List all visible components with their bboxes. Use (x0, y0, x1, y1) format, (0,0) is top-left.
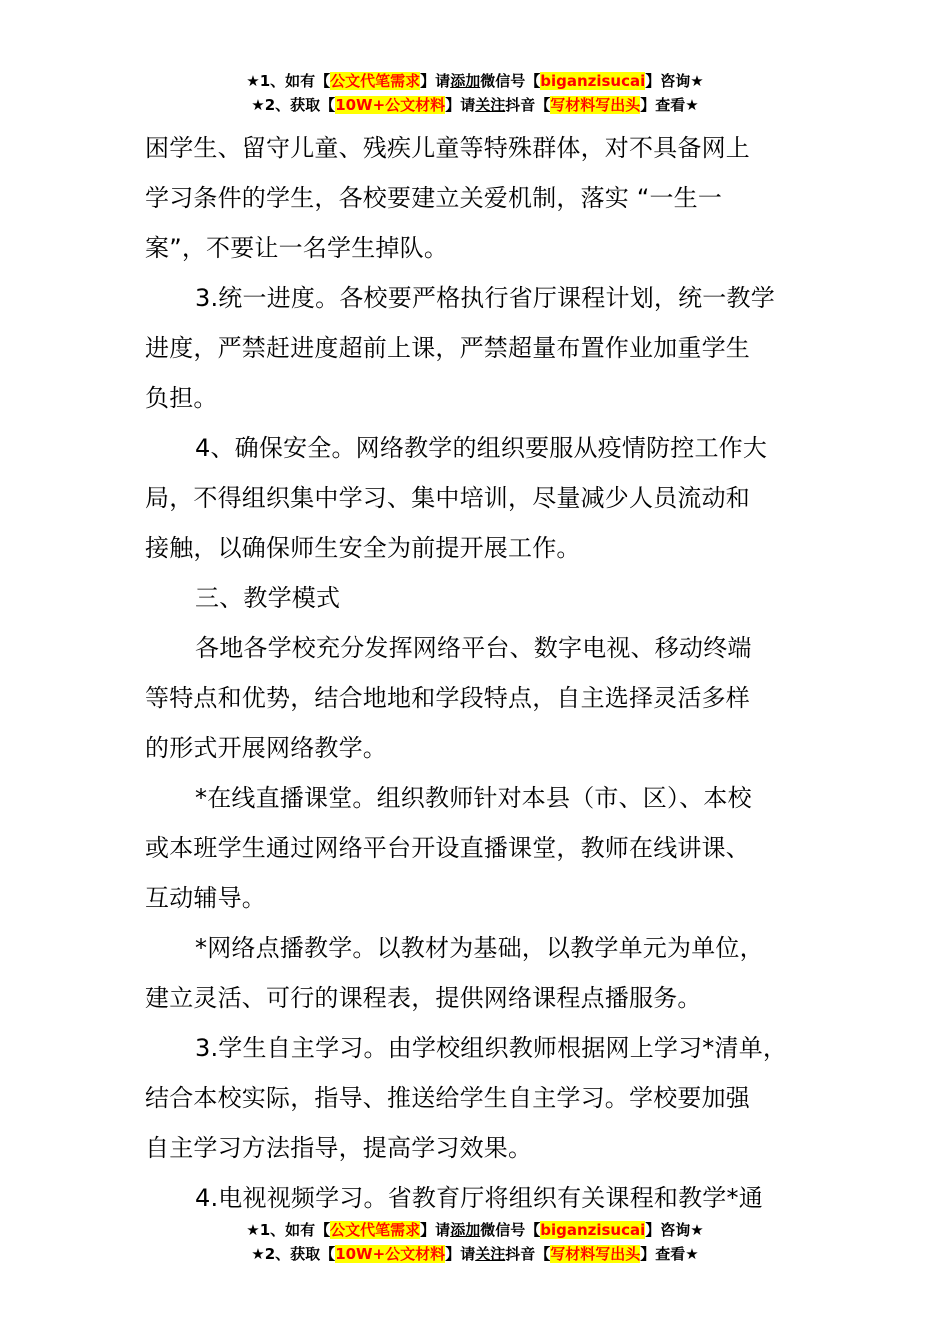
text-line: 各地各学校充分发挥网络平台、数字电视、移动终端 (195, 634, 752, 662)
banner-underlined-text: 添加 (450, 1221, 481, 1239)
banner-text: 抖音【 (505, 96, 551, 114)
banner-underlined-text: 关注 (475, 1245, 506, 1263)
text-line: 进度，严禁赶进度超前上课，严禁超量布置作业加重学生 (145, 334, 750, 362)
paragraph (145, 573, 825, 623)
footer-banner-line-2 (0, 1242, 950, 1266)
text-line: 案”，不要让一名学生掉队。 (145, 234, 449, 262)
banner-text: 】咨询★ (645, 1221, 704, 1239)
text-line: *网络点播教学。以教材为基础，以教学单元为单位， (195, 934, 764, 962)
paragraph (145, 773, 825, 923)
header-banner-line-2 (0, 93, 950, 117)
banner-highlight: 公文代笔需求 (330, 72, 421, 90)
text-line: 自主学习方法指导，提高学习效果。 (145, 1134, 533, 1162)
banner-text: ★2、获取【 (251, 1245, 336, 1263)
paragraph (145, 123, 825, 273)
text-line: 负担。 (145, 384, 218, 412)
banner-highlight: 10W+公文材料 (335, 96, 446, 114)
banner-text: 微信号【 (480, 1221, 541, 1239)
banner-highlight: biganzisucai (540, 1221, 646, 1239)
text-line: 3.统一进度。各校要严格执行省厅课程计划，统一教学 (195, 284, 775, 312)
banner-underlined-text: 添加 (450, 72, 481, 90)
paragraph (145, 623, 825, 773)
banner-text: 】咨询★ (645, 72, 704, 90)
banner-text: 微信号【 (480, 72, 541, 90)
banner-text: 】查看★ (640, 96, 699, 114)
paragraph (145, 1023, 825, 1173)
text-line: 结合本校实际，指导、推送给学生自主学习。学校要加强 (145, 1084, 750, 1112)
header-banner (0, 69, 950, 117)
banner-highlight: 公文代笔需求 (330, 1221, 421, 1239)
text-line: 的形式开展网络教学。 (145, 734, 387, 762)
text-line: 4、确保安全。网络教学的组织要服从疫情防控工作大 (195, 434, 768, 462)
text-line: 等特点和优势，结合地地和学段特点，自主选择灵活多样 (145, 684, 750, 712)
paragraph (145, 1173, 825, 1223)
banner-text: 】请 (420, 1221, 451, 1239)
text-line: 困学生、留守儿童、残疾儿童等特殊群体，对不具备网上 (145, 134, 750, 162)
text-line: 建立灵活、可行的课程表，提供网络课程点播服务。 (145, 984, 702, 1012)
banner-text: 】请 (445, 96, 476, 114)
text-line: 互动辅导。 (145, 884, 266, 912)
footer-banner-line-1 (0, 1218, 950, 1242)
header-banner-line-1 (0, 69, 950, 93)
banner-text: 】请 (420, 72, 451, 90)
banner-text: ★2、获取【 (251, 96, 336, 114)
text-line: 接触，以确保师生安全为前提开展工作。 (145, 534, 581, 562)
banner-text: 】请 (445, 1245, 476, 1263)
text-line: 或本班学生通过网络平台开设直播课堂，教师在线讲课、 (145, 834, 750, 862)
banner-highlight: biganzisucai (540, 72, 646, 90)
banner-highlight: 写材料写出头 (550, 96, 641, 114)
banner-text: ★1、如有【 (246, 72, 331, 90)
banner-underlined-text: 关注 (475, 96, 506, 114)
paragraph (145, 273, 825, 423)
text-line: 学习条件的学生，各校要建立关爱机制，落实 “一生一 (145, 184, 723, 212)
text-line: *在线直播课堂。组织教师针对本县（市、区）、本校 (195, 784, 752, 812)
text-line: 3.学生自主学习。由学校组织教师根据网上学习*清单， (195, 1034, 788, 1062)
document-body (145, 123, 825, 1223)
paragraph (145, 923, 825, 1023)
banner-highlight: 写材料写出头 (550, 1245, 641, 1263)
banner-highlight: 10W+公文材料 (335, 1245, 446, 1263)
banner-text: 抖音【 (505, 1245, 551, 1263)
text-line: 局，不得组织集中学习、集中培训，尽量减少人员流动和 (145, 484, 750, 512)
paragraph (145, 423, 825, 573)
section-heading: 三、教学模式 (195, 584, 341, 612)
text-line: 4.电视视频学习。省教育厅将组织有关课程和教学*通 (195, 1184, 763, 1212)
banner-text: ★1、如有【 (246, 1221, 331, 1239)
footer-banner (0, 1218, 950, 1266)
banner-text: 】查看★ (640, 1245, 699, 1263)
